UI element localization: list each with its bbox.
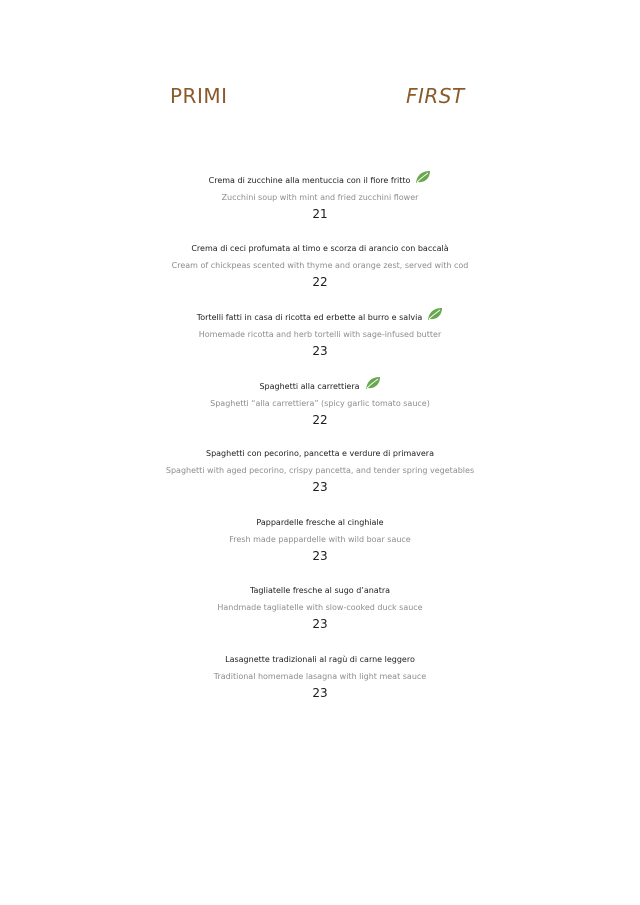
dish-name-italian: Pappardelle fresche al cinghiale [256, 517, 384, 527]
section-title-italian: PRIMI [170, 84, 228, 108]
menu-item [0, 239, 640, 308]
dish-description-english: Traditional homemade lasagna with light meat sauce [213, 671, 427, 681]
dish-description-english: Fresh made pappardelle with wild boar sauce [229, 534, 411, 544]
menu-item [0, 444, 640, 513]
dish-price: 22 [312, 412, 328, 427]
dish-description-english: Handmade tagliatelle with slow-cooked duck sauce [217, 603, 423, 612]
dish-name-italian: Crema di zucchine alla mentuccia con il fiore fritto [0, 170, 640, 190]
leaf-icon [365, 376, 381, 390]
leaf-icon [415, 170, 431, 184]
menu-list [0, 170, 640, 718]
dish-name-italian: Tortelli fatti in casa di ricotta ed erbette al burro e salvia [0, 307, 640, 327]
dish-description-english: Cream of chickpeas scented with thyme and orange zest, served with cod [171, 260, 469, 270]
dish-price: 22 [312, 274, 328, 289]
dish-price: 23 [312, 344, 328, 358]
menu-item [0, 581, 640, 650]
dish-price: 23 [312, 685, 328, 700]
menu-item [0, 376, 640, 445]
menu-header [0, 84, 640, 114]
section-title-english: FIRST [406, 84, 465, 108]
menu-item [0, 307, 640, 376]
dish-name-italian: Spaghetti con pecorino, pancetta e verdure di primavera [206, 449, 434, 458]
dish-name-italian: Tagliatelle fresche al sugo d’anatra [249, 586, 391, 595]
dish-price: 23 [312, 617, 328, 631]
dish-price: 23 [312, 548, 328, 563]
dish-name-italian: Spaghetti alla carrettiera [0, 376, 640, 396]
dish-name-italian: Lasagnette tradizionali al ragù di carne leggero [225, 654, 415, 664]
menu-item [0, 650, 640, 719]
menu-item [0, 513, 640, 582]
dish-description-english: Zucchini soup with mint and fried zucchini flower [221, 193, 419, 202]
dish-name-italian: Crema di ceci profumata al timo e scorza di arancio con baccalà [191, 243, 449, 253]
menu-item [0, 170, 640, 239]
leaf-icon [427, 307, 443, 321]
dish-description-english: Homemade ricotta and herb tortelli with sage-infused butter [198, 330, 442, 339]
dish-price: 23 [312, 480, 328, 494]
dish-description-english: Spaghetti “alla carrettiera” (spicy garlic tomato sauce) [210, 398, 430, 408]
dish-description-english: Spaghetti with aged pecorino, crispy pancetta, and tender spring vegetables [165, 466, 475, 475]
dish-price: 21 [312, 207, 328, 221]
